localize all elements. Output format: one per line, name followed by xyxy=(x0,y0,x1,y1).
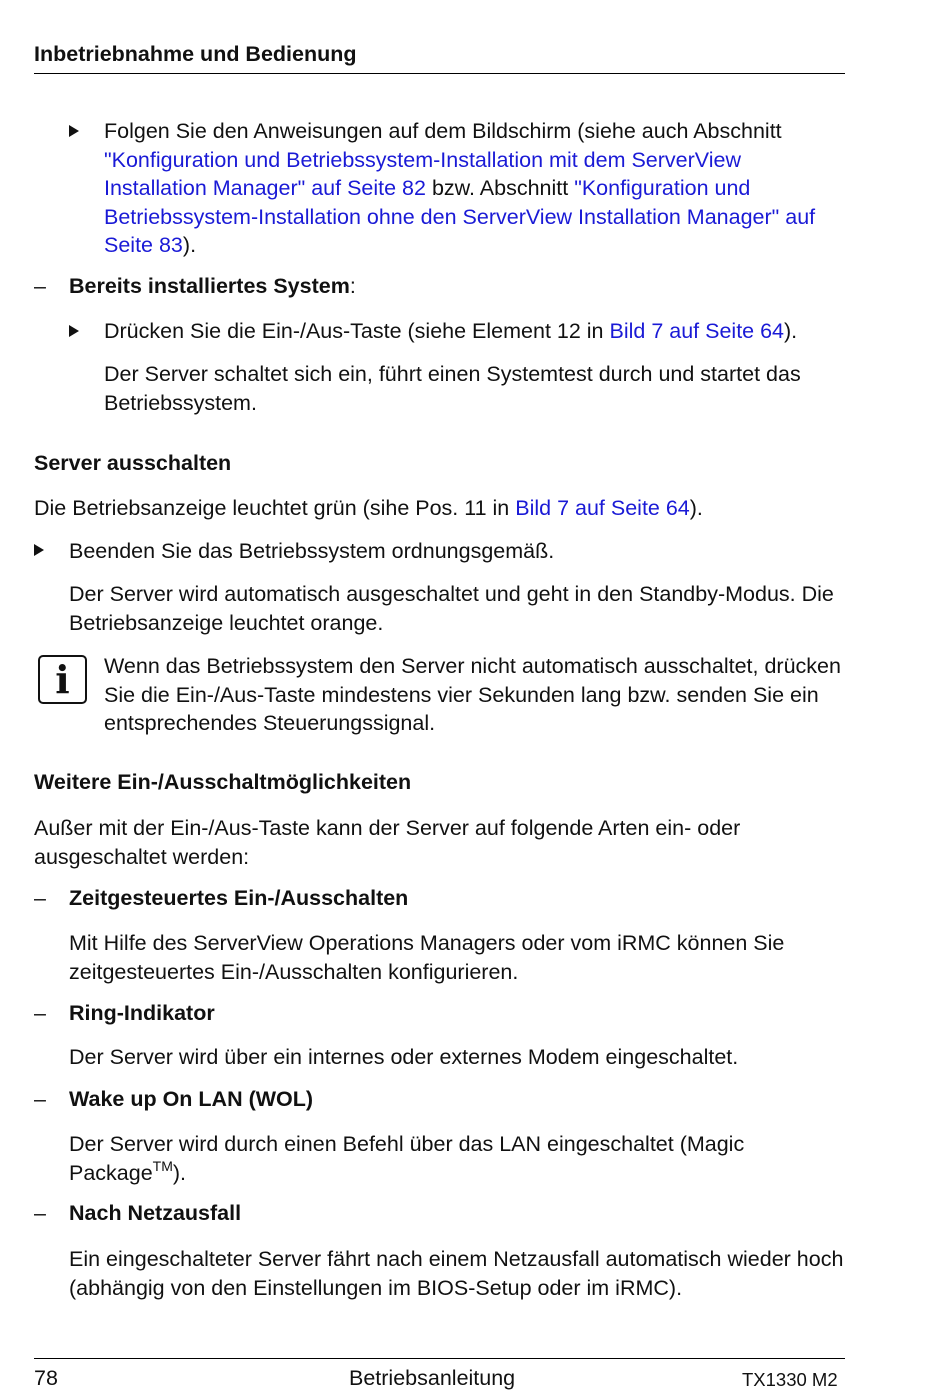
list-item-title: Nach Netzausfall xyxy=(69,1201,242,1225)
footer-model: TX1330 M2 xyxy=(742,1369,838,1390)
list-item-text: Der Server wird über ein internes oder externes Modem eingeschaltet. xyxy=(69,1045,739,1069)
list-item-text-part: Der Server wird durch einen Befehl über das LAN eingeschaltet (Magic Package xyxy=(69,1132,745,1185)
list-dash: – xyxy=(34,1201,46,1225)
step-text: Folgen Sie den Anweisungen auf dem Bildschirm (siehe auch Abschnitt xyxy=(104,119,782,143)
cross-reference-link[interactable]: Bild 7 auf Seite 64 xyxy=(515,496,690,520)
list-item-text xyxy=(69,1130,849,1187)
list-item-title: Zeitgesteuertes Ein-/Ausschalten xyxy=(69,886,409,910)
running-header: Inbetriebnahme und Bedienung xyxy=(34,42,357,66)
list-dash: – xyxy=(34,1087,46,1111)
cross-reference-link[interactable]: "Konfiguration und Betriebssystem-Installation ohne den ServerView Installation Manager" auf Seite 83 xyxy=(104,176,816,257)
triangle-bullet-icon xyxy=(34,544,44,556)
cross-reference-link[interactable]: "Konfiguration und Betriebssystem-Installation mit dem ServerView Installation Manager" auf Seite 82 xyxy=(104,147,742,200)
header-rule xyxy=(34,73,845,74)
list-item-text: Mit Hilfe des ServerView Operations Managers oder vom iRMC können Sie zeitgesteuertes Ein-/Ausschalten konfigurieren. xyxy=(69,931,785,984)
step-text: ). xyxy=(784,319,798,343)
section-heading-more-options: Weitere Ein-/Ausschaltmöglichkeiten xyxy=(34,770,412,794)
body-text: ). xyxy=(689,496,703,520)
step-shutdown-os: Beenden Sie das Betriebssystem ordnungsgemäß. xyxy=(69,539,555,563)
list-dash: – xyxy=(34,274,46,298)
power-indicator-text xyxy=(34,494,849,523)
trademark-sup: TM xyxy=(152,1157,173,1174)
colon: : xyxy=(349,274,356,298)
footer-rule xyxy=(34,1358,845,1359)
footer-doc-title: Betriebsanleitung xyxy=(349,1366,516,1390)
list-item-installed-system xyxy=(69,274,356,299)
cross-reference-link[interactable]: Bild 7 auf Seite 64 xyxy=(609,319,785,343)
step-text: Drücken Sie die Ein-/Aus-Taste (siehe Element 12 in xyxy=(104,319,610,343)
section-heading-server-off: Server ausschalten xyxy=(34,451,232,475)
triangle-bullet-icon xyxy=(69,325,79,337)
list-dash: – xyxy=(34,886,46,910)
info-icon: i xyxy=(38,655,87,704)
body-text: Die Betriebsanzeige leuchtet grün (sihe Pos. 11 in xyxy=(34,496,516,520)
step-text: ). xyxy=(182,233,197,257)
list-item-text-part: ). xyxy=(172,1160,187,1185)
step-text: bzw. Abschnitt xyxy=(425,176,575,200)
step-follow-instructions xyxy=(104,117,849,260)
triangle-bullet-icon xyxy=(69,125,79,137)
step-press-power xyxy=(104,317,849,346)
list-item-title: Bereits installiertes System xyxy=(69,274,350,298)
section-intro: Außer mit der Ein-/Aus-Taste kann der Server auf folgende Arten ein- oder ausgeschaltet werden: xyxy=(34,816,741,869)
step-result: Der Server wird automatisch ausgeschaltet und geht in den Standby-Modus. Die Betriebsanzeige leuchtet orange. xyxy=(69,582,834,635)
list-item-title: Wake up On LAN (WOL) xyxy=(69,1087,314,1111)
page-number: 78 xyxy=(34,1366,58,1390)
list-item-title: Ring-Indikator xyxy=(69,1001,215,1025)
step-result: Der Server schaltet sich ein, führt einen Systemtest durch und startet das Betriebssystem. xyxy=(104,362,801,415)
list-dash: – xyxy=(34,1001,46,1025)
info-note-text: Wenn das Betriebssystem den Server nicht automatisch ausschaltet, drücken Sie die Ein-/Aus-Taste mindestens vier Sekunden lang bzw. senden Sie ein entsprechendes Steuerungssignal. xyxy=(104,654,841,735)
list-item-text: Ein eingeschalteter Server fährt nach einem Netzausfall automatisch wieder hoch (abhängig von den Einstellungen im BIOS-Setup oder im iRMC). xyxy=(69,1247,844,1300)
